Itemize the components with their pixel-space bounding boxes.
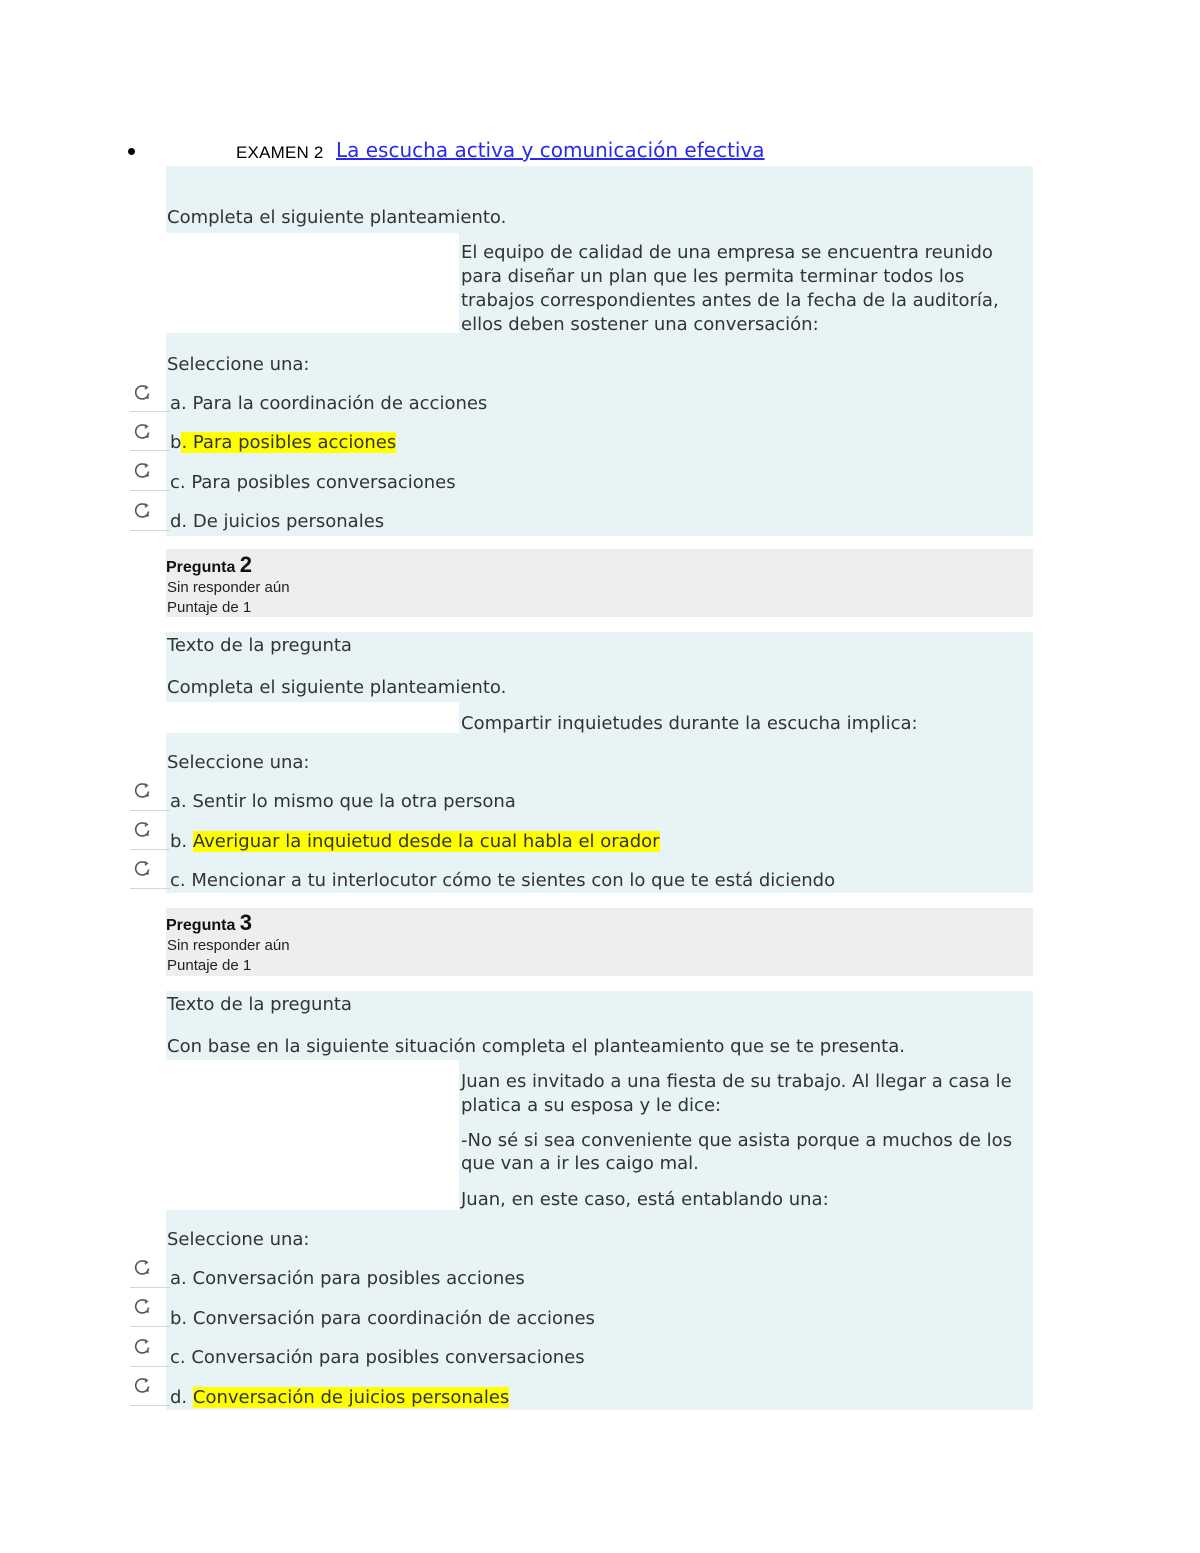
radio-button-icon[interactable] <box>132 780 154 802</box>
q2-select-prompt: Seleccione una: <box>167 752 310 773</box>
radio-button-icon[interactable] <box>132 382 154 404</box>
q2-text-heading: Texto de la pregunta <box>167 635 352 656</box>
radio-button-icon[interactable] <box>132 1336 154 1358</box>
exam-title-link[interactable]: La escucha activa y comunicación efectiva <box>336 138 765 162</box>
q1-scenario-line: El equipo de calidad de una empresa se encuentra reunido <box>461 242 993 263</box>
question-3-info <box>166 908 1033 976</box>
radio-button-icon[interactable] <box>132 819 154 841</box>
q2-option-b[interactable]: b. Averiguar la inquietud desde la cual habla el orador <box>170 831 660 852</box>
radio-button-icon[interactable] <box>132 1296 154 1318</box>
q1-option-b[interactable]: b. Para posibles acciones <box>170 432 397 453</box>
q3-option-d[interactable]: d. Conversación de juicios personales <box>170 1387 510 1408</box>
answer-highlight: . Para posibles acciones <box>181 432 397 453</box>
q3-select-prompt: Seleccione una: <box>167 1229 310 1250</box>
q3-text-heading: Texto de la pregunta <box>167 994 352 1015</box>
q1-option-c[interactable]: c. Para posibles conversaciones <box>170 472 456 493</box>
q2-score: Puntaje de 1 <box>167 599 252 616</box>
q3-score: Puntaje de 1 <box>167 957 252 974</box>
q3-scenario-line: que van a ir les caigo mal. <box>461 1153 699 1174</box>
q3-option-a[interactable]: a. Conversación para posibles acciones <box>170 1268 525 1289</box>
radio-button-icon[interactable] <box>132 421 154 443</box>
q1-select-prompt: Seleccione una: <box>167 354 310 375</box>
q1-option-a[interactable]: a. Para la coordinación de acciones <box>170 393 488 414</box>
q3-title: Pregunta 3 <box>166 910 253 935</box>
q3-scenario-line: Juan es invitado a una fiesta de su trabajo. Al llegar a casa le <box>461 1071 1012 1092</box>
exam-heading <box>128 138 1028 168</box>
q3-scenario-line: Juan, en este caso, está entablando una: <box>461 1189 829 1210</box>
q2-instruction: Completa el siguiente planteamiento. <box>167 677 507 698</box>
q1-instruction: Completa el siguiente planteamiento. <box>167 207 507 228</box>
answer-highlight: Averiguar la inquietud desde la cual habla el orador <box>192 831 660 852</box>
radio-button-icon[interactable] <box>132 500 154 522</box>
q1-scenario-line: ellos deben sostener una conversación: <box>461 314 819 335</box>
question-2-info <box>166 549 1033 617</box>
q1-scenario-line: para diseñar un plan que les permita terminar todos los <box>461 266 965 287</box>
q2-scenario: Compartir inquietudes durante la escucha implica: <box>461 713 918 734</box>
q2-option-c[interactable]: c. Mencionar a tu interlocutor cómo te sientes con lo que te está diciendo <box>170 870 836 891</box>
bullet-icon <box>128 148 135 155</box>
q3-scenario-line: -No sé si sea conveniente que asista porque a muchos de los <box>461 1130 1013 1151</box>
radio-button-icon[interactable] <box>132 1375 154 1397</box>
q1-scenario-line: trabajos correspondientes antes de la fecha de la auditoría, <box>461 290 999 311</box>
q1-option-d[interactable]: d. De juicios personales <box>170 511 385 532</box>
exam-label: EXAMEN 2 <box>236 143 324 162</box>
answer-highlight: Conversación de juicios personales <box>192 1387 510 1408</box>
q3-instruction: Con base en la siguiente situación completa el planteamiento que se te presenta. <box>167 1036 905 1057</box>
radio-button-icon[interactable] <box>132 858 154 880</box>
q3-status: Sin responder aún <box>167 937 290 954</box>
radio-button-icon[interactable] <box>132 460 154 482</box>
q3-option-b[interactable]: b. Conversación para coordinación de acciones <box>170 1308 595 1329</box>
radio-button-icon[interactable] <box>132 1257 154 1279</box>
q3-scenario-line: platica a su esposa y le dice: <box>461 1095 722 1116</box>
q2-status: Sin responder aún <box>167 579 290 596</box>
q2-title: Pregunta 2 <box>166 552 253 577</box>
q2-option-a[interactable]: a. Sentir lo mismo que la otra persona <box>170 791 516 812</box>
q3-option-c[interactable]: c. Conversación para posibles conversaciones <box>170 1347 585 1368</box>
